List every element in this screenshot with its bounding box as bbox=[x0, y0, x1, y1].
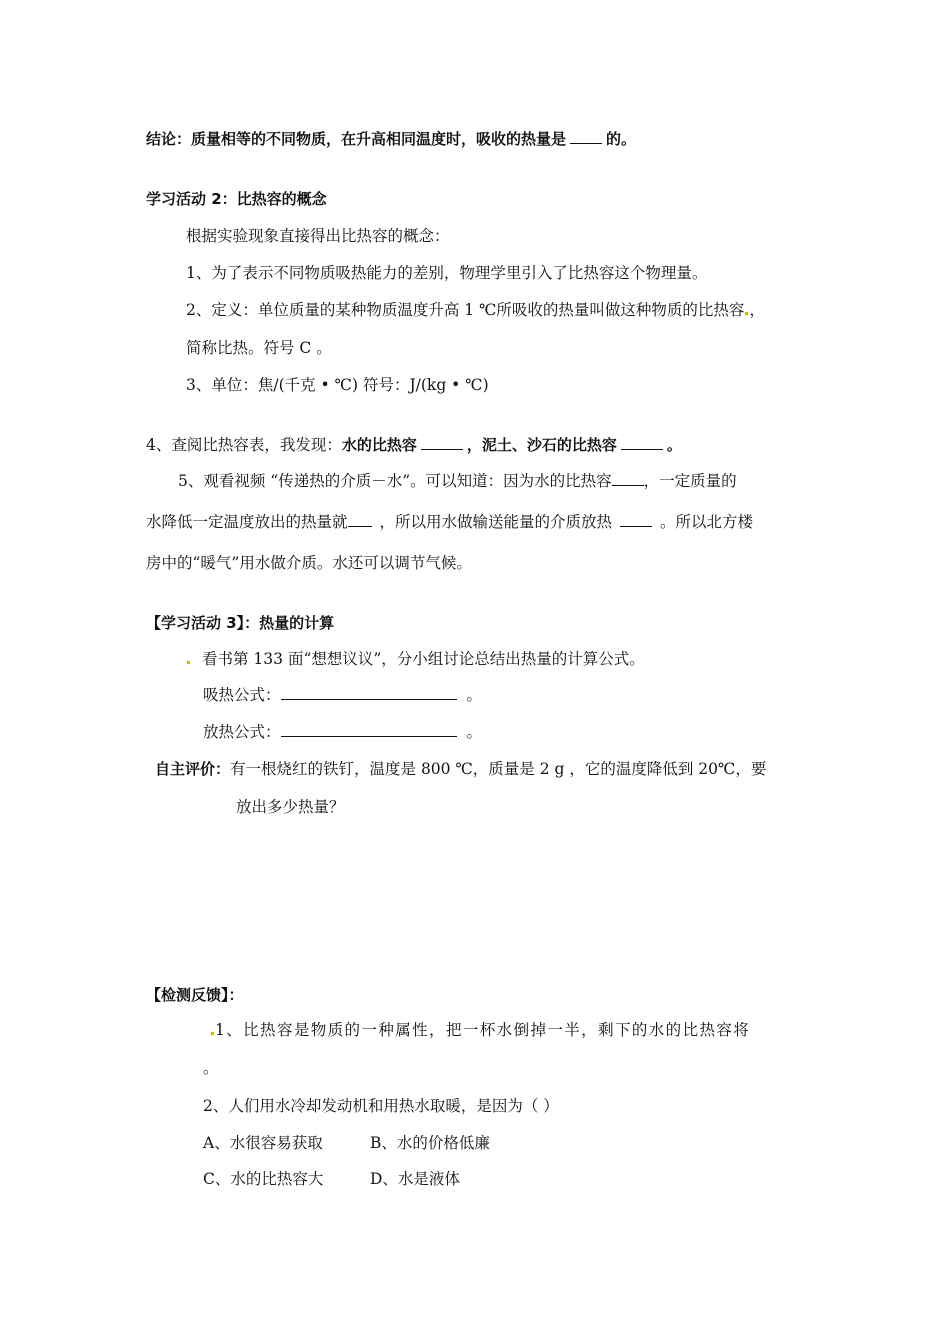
item4-end: 。 bbox=[666, 436, 682, 454]
self-eval-label: 自主评价： bbox=[155, 760, 231, 778]
activity3-intro-line bbox=[186, 649, 645, 669]
activity2-item2a bbox=[186, 300, 765, 320]
activity2-intro: 根据实验现象直接得出比热容的概念： bbox=[186, 227, 450, 245]
activity2-item5a bbox=[178, 471, 737, 491]
option-c[interactable]: C、水的比热容大 bbox=[203, 1170, 324, 1188]
activity3-intro: 看书第 133 面“想想议议”，分小组讨论总结出热量的计算公式。 bbox=[202, 650, 645, 668]
release-formula-blank[interactable] bbox=[281, 722, 457, 737]
option-a[interactable]: A、水很容易获取 bbox=[203, 1134, 323, 1152]
activity2-item5c: 房中的“暖气”用水做介质。水还可以调节气候。 bbox=[146, 554, 472, 572]
conclusion-label: 结论： bbox=[146, 130, 192, 148]
self-eval-line bbox=[155, 759, 766, 779]
activity2-title: 学习活动 2：比热容的概念 bbox=[146, 190, 327, 208]
activity2-item2b: 简称比热。符号 C 。 bbox=[186, 339, 332, 357]
self-eval-text: 有一根烧红的铁钉，温度是 800 ℃，质量是 2 g ，它的温度降低到 20℃，要 bbox=[230, 760, 767, 778]
item5a-text1: 5、观看视频 “传递热的介质－水”。可以知道：因为水的比热容 bbox=[178, 472, 612, 490]
item5-specific-heat-blank[interactable] bbox=[612, 471, 644, 486]
conclusion-end: 的。 bbox=[606, 130, 637, 148]
mark-dot-icon bbox=[745, 312, 748, 315]
option-b[interactable]: B、水的价格低廉 bbox=[370, 1134, 490, 1152]
activity2-item1: 1、为了表示不同物质吸热能力的差别，物理学里引入了比热容这个物理量。 bbox=[186, 264, 708, 282]
activity3-title: 【学习活动 3】：热量的计算 bbox=[146, 614, 335, 632]
activity2-item5b bbox=[146, 512, 753, 532]
q1-end: 。 bbox=[203, 1059, 219, 1077]
self-eval-text2: 放出多少热量？ bbox=[236, 798, 345, 816]
activity2-item4 bbox=[146, 435, 682, 455]
item5-heat-blank[interactable] bbox=[348, 512, 372, 527]
item4-soil-blank[interactable] bbox=[621, 435, 663, 450]
option-d[interactable]: D、水是液体 bbox=[370, 1170, 460, 1188]
absorb-period: 。 bbox=[466, 686, 483, 704]
item2a-end: ， bbox=[749, 301, 765, 319]
item5b-text3: 。所以北方楼 bbox=[660, 513, 754, 531]
mark-dot-icon bbox=[187, 661, 190, 664]
item4-soil: ，泥土、沙石的比热容 bbox=[466, 436, 617, 454]
item4-water: 水的比热容 bbox=[341, 436, 417, 454]
item4-prefix: 4、查阅比热容表，我发现： bbox=[146, 436, 342, 454]
mark-dot-icon bbox=[211, 1032, 214, 1035]
absorb-formula-blank[interactable] bbox=[281, 685, 457, 700]
q1-text: 1、比热容是物质的一种属性，把一杯水倒掉一半，剩下的水的比热容将 bbox=[215, 1021, 751, 1039]
conclusion-line bbox=[146, 129, 636, 149]
item5-release-blank[interactable] bbox=[620, 512, 652, 527]
item4-water-blank[interactable] bbox=[421, 435, 463, 450]
item2a-text: 2、定义：单位质量的某种物质温度升高 1 ℃所吸收的热量叫做这种物质的比热容 bbox=[186, 301, 745, 319]
release-label: 放热公式： bbox=[203, 723, 281, 741]
feedback-q1 bbox=[210, 1020, 750, 1040]
feedback-title: 【检测反馈】： bbox=[146, 986, 244, 1004]
conclusion-text: 质量相等的不同物质，在升高相同温度时，吸收的热量是 bbox=[191, 130, 567, 148]
absorb-label: 吸热公式： bbox=[203, 686, 281, 704]
feedback-q2: 2、人们用水冷却发动机和用热水取暖，是因为（ ） bbox=[203, 1097, 559, 1115]
conclusion-blank[interactable] bbox=[570, 129, 602, 144]
release-formula-line bbox=[203, 722, 482, 742]
activity2-item3: 3、单位：焦/(千克 • ℃) 符号：J/(kg • ℃) bbox=[186, 376, 489, 394]
absorb-formula-line bbox=[203, 685, 482, 705]
release-period: 。 bbox=[466, 723, 483, 741]
item5b-text1: 水降低一定温度放出的热量就 bbox=[146, 513, 348, 531]
item5b-text2: ，所以用水做输送能量的介质放热 bbox=[379, 513, 613, 531]
item5a-text2: ，一定质量的 bbox=[643, 472, 737, 490]
